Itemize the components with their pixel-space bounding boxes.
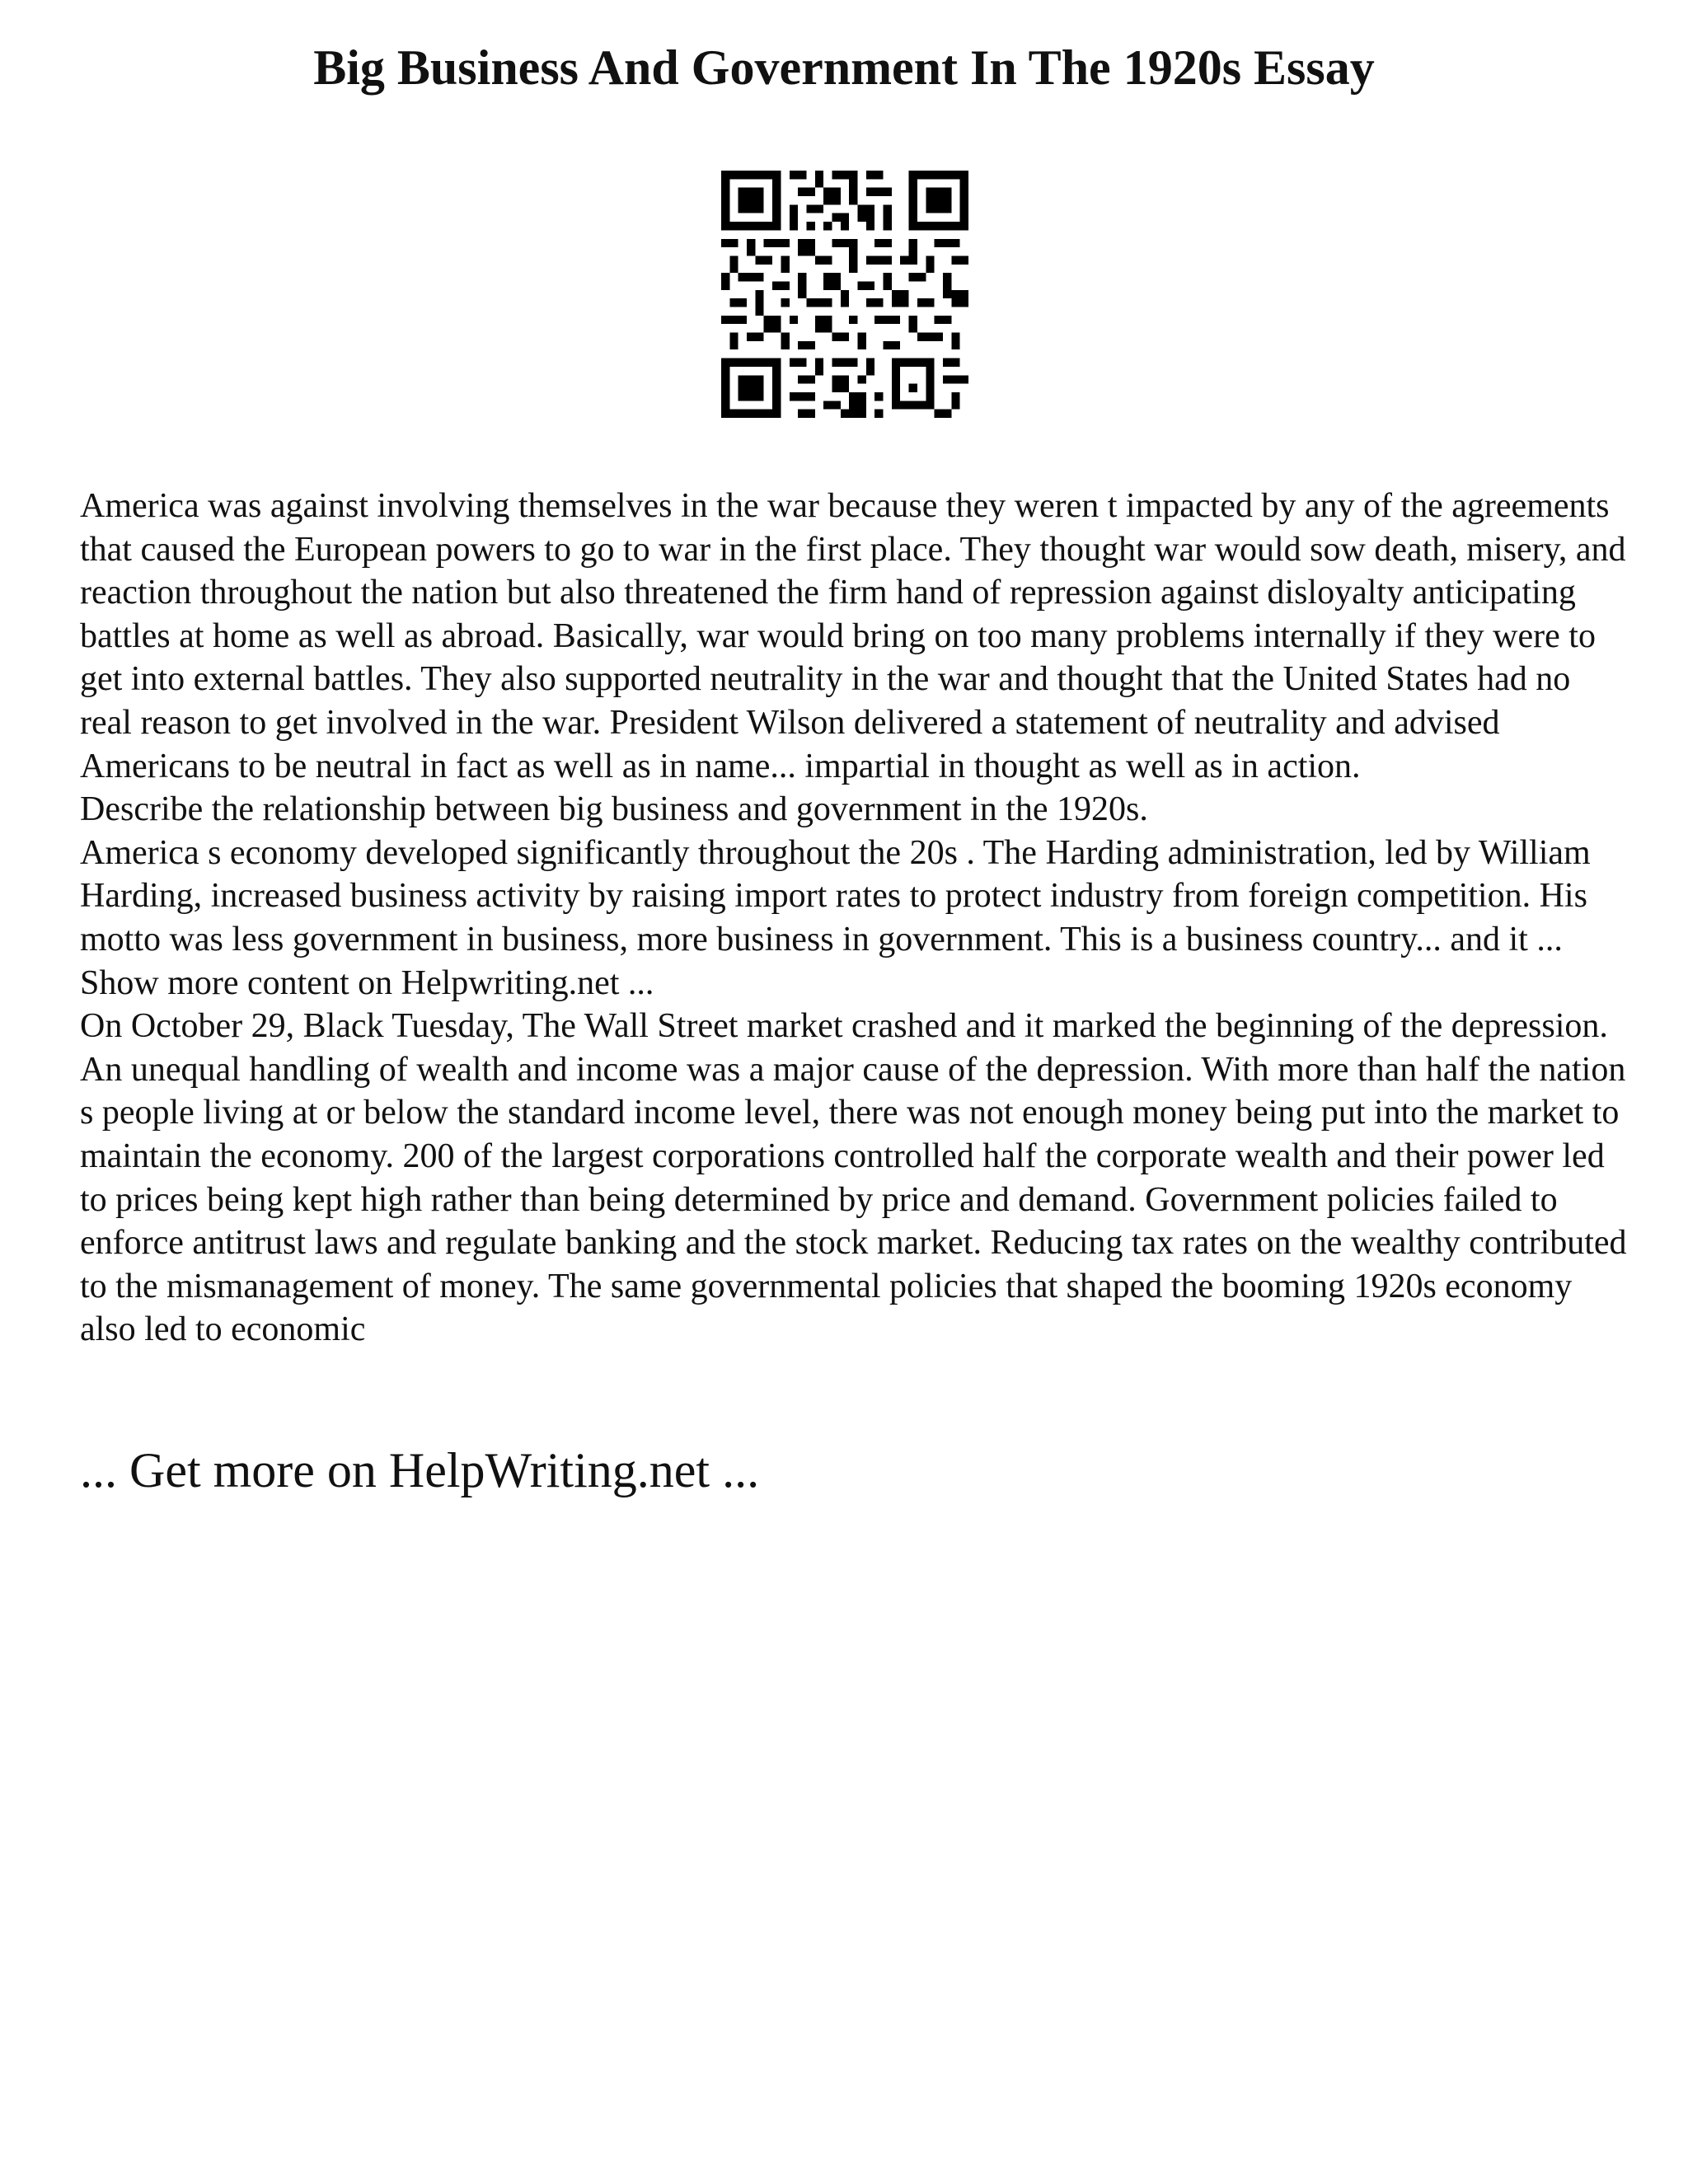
document-title: Big Business And Government In The 1920s Essay	[313, 40, 1375, 95]
get-more-link[interactable]: ... Get more on HelpWriting.net ...	[80, 1443, 760, 1497]
paragraph-neutrality: America was against involving themselves in the war because they weren t impacted by any of the agreements that caused the European powers to go to war in the first place. They thought war would sow death, misery, and reaction throughout the nation but also threatened the firm hand of repression against disloyalty anticipating battles at home as well as abroad. Basically, war would bring on too many problems internally if they were to get into external battles. They also supported neutrality in the war and thought that the United States had no real reason to get involved in the war. President Wilson delivered a statement of neutrality and advised Americans to be neutral in fact as well as in name... impartial in thought as well as in action.	[80, 487, 1626, 785]
paragraph-depression: On October 29, Black Tuesday, The Wall Street market crashed and it marked the beginning of the depression. An unequal handling of wealth and income was a major cause of the depression. With more than half the nation s people living at or below the standard income level, there was not enough money being put into the market to maintain the economy. 200 of the largest corporations controlled half the corporate wealth and their power led to prices being kept high rather than being determined by price and demand. Government policies failed to enforce antitrust laws and regulate banking and the stock market. Reducing tax rates on the wealthy contributed to the mismanagement of money. The same governmental policies that shaped the booming 1920s economy also led to economic	[80, 1007, 1627, 1349]
paragraph-economy: America s economy developed significantly throughout the 20s . The Harding administration, led by William Harding, increased business activity by raising import rates to protect industry from foreign competition. His motto was less government in business, more business in government. This is a business country... and it ... Show more content on Helpwriting.net ...	[80, 833, 1591, 1002]
paragraph-question: Describe the relationship between big business and government in the 1920s.	[80, 790, 1148, 829]
qr-code-icon	[721, 171, 968, 418]
essay-body	[80, 485, 1629, 1352]
